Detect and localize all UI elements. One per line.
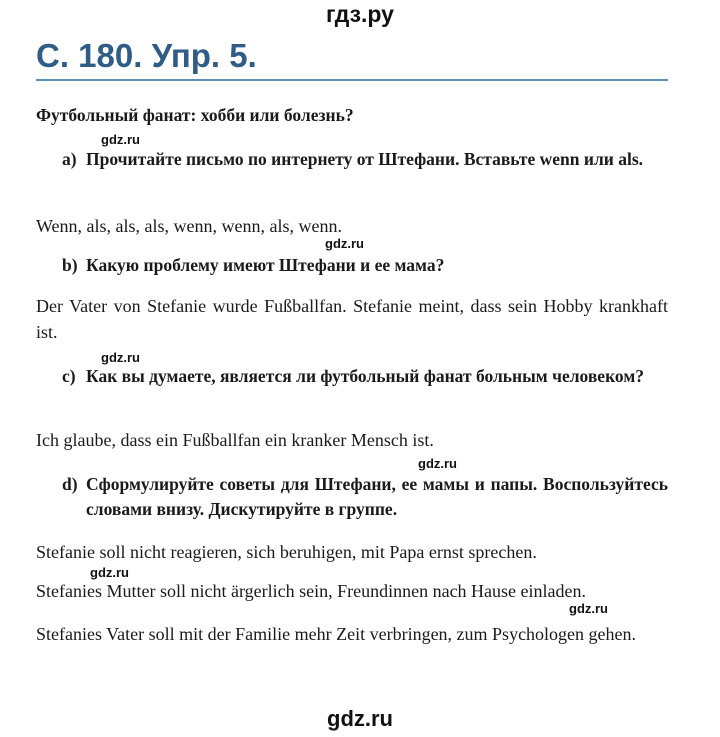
task-question-text: Прочитайте письмо по интернету от Штефани. Вставьте wenn или als.	[86, 149, 644, 169]
task-question-text: Какую проблему имеют Штефани и ее мама?	[86, 255, 445, 275]
task-a-answer: Wenn, als, als, als, wenn, wenn, als, wenn.	[36, 216, 342, 236]
task-letter: b)	[62, 255, 78, 275]
task-b-question	[62, 253, 668, 278]
watermark: gdz.ru	[90, 565, 129, 580]
watermark: gdz.ru	[101, 350, 140, 365]
task-b-answer: Der Vater von Stefanie wurde Fußballfan. Stefanie meint, dass sein Hobby krankhaft ist.	[36, 296, 668, 342]
site-header: гдз.ру	[326, 1, 394, 27]
task-letter: d)	[62, 474, 78, 494]
page-title: С. 180. Упр. 5.	[36, 37, 257, 74]
task-letter: a)	[62, 149, 77, 169]
task-d-question	[62, 472, 668, 522]
exercise-subtitle: Футбольный фанат: хобби или болезнь?	[36, 105, 354, 125]
task-d-answer-mother: Stefanies Mutter soll nicht ärgerlich sein, Freundinnen nach Hause einladen.	[36, 581, 587, 601]
task-question-text: Сформулируйте советы для Штефани, ее мамы и папы. Воспользуйтесь словами внизу. Дискутируйте в группе.	[86, 474, 668, 519]
task-c-question	[62, 364, 668, 389]
site-footer: gdz.ru	[327, 706, 393, 731]
task-a-question	[62, 147, 668, 172]
watermark: gdz.ru	[101, 132, 140, 147]
task-d-answer-father: Stefanies Vater soll mit der Familie mehr Zeit verbringen, zum Psychologen gehen.	[36, 624, 637, 644]
title-divider	[36, 79, 668, 81]
task-d-answer-stefanie: Stefanie soll nicht reagieren, sich beruhigen, mit Papa ernst sprechen.	[36, 542, 537, 562]
watermark: gdz.ru	[325, 236, 364, 251]
watermark: gdz.ru	[418, 456, 457, 471]
watermark: gdz.ru	[569, 601, 608, 616]
task-letter: c)	[62, 366, 76, 386]
task-c-answer: Ich glaube, dass ein Fußballfan ein kranker Mensch ist.	[36, 430, 434, 450]
task-question-text: Как вы думаете, является ли футбольный фанат больным человеком?	[86, 366, 645, 386]
